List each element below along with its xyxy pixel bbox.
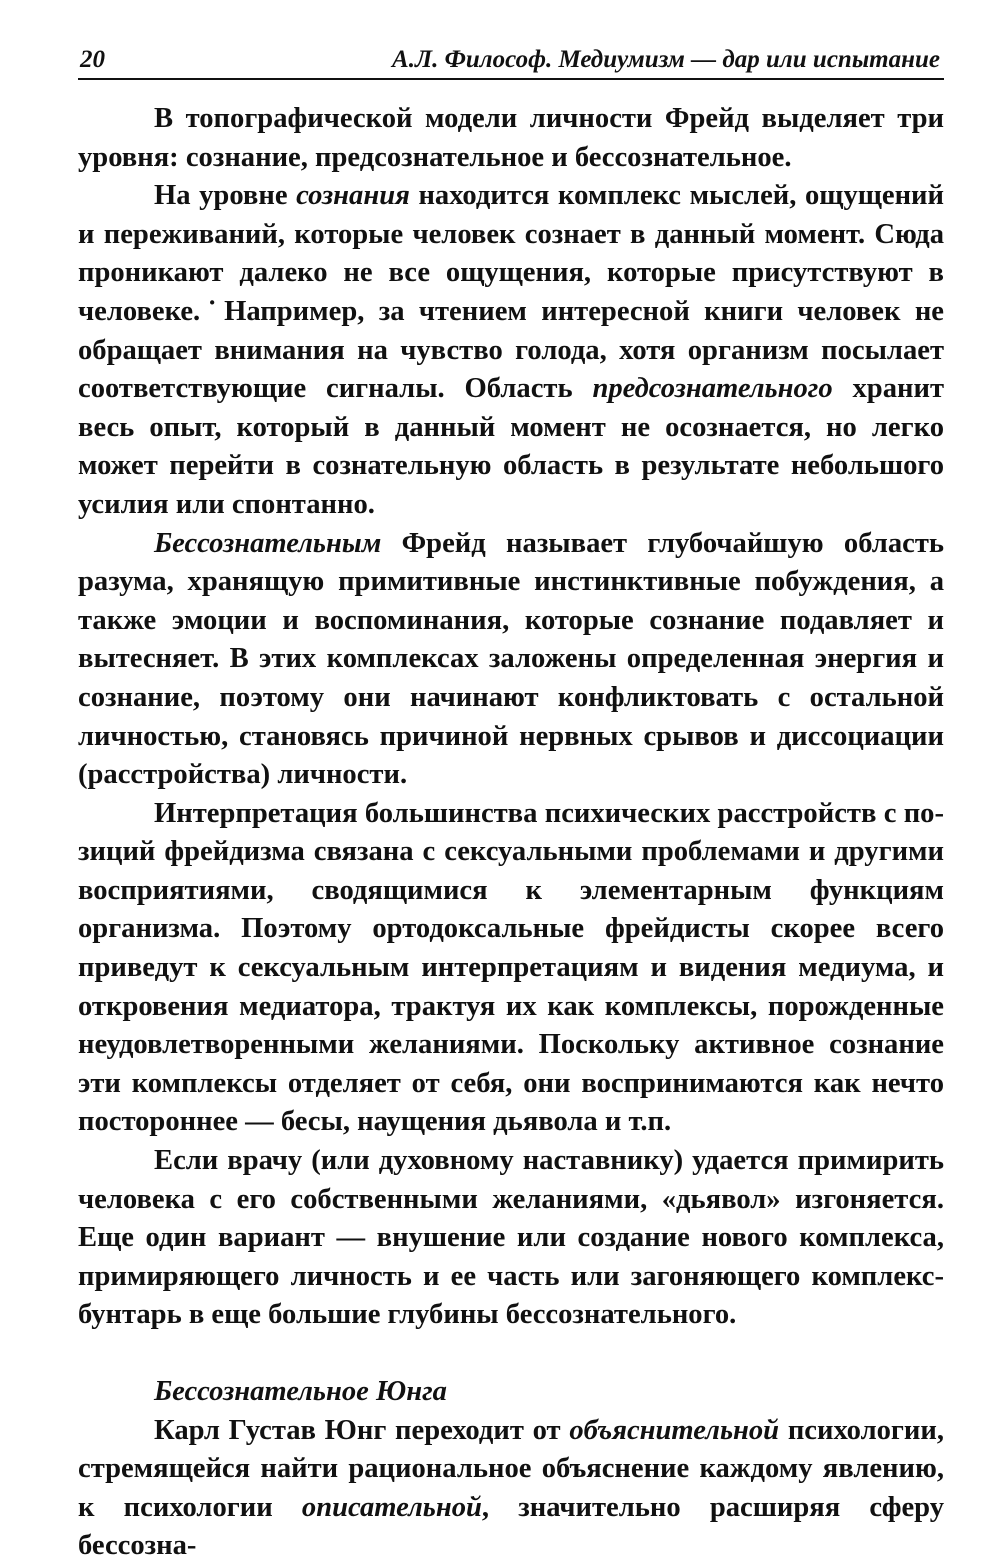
paragraph-1 — [78, 100, 944, 177]
paragraph-6 — [78, 1412, 944, 1566]
term-preconscious: предсознательного — [592, 373, 833, 405]
term-unconscious: Бессознательным — [154, 527, 382, 559]
page-header — [78, 44, 944, 80]
paragraph-6-part-a: Карл Густав Юнг переходит от — [154, 1414, 570, 1446]
paragraph-6-part-e: , значительно расширяя сферу бессозна- — [78, 1491, 944, 1562]
paragraph-2-part-a: На уровне — [154, 180, 297, 212]
page-number: 20 — [80, 46, 105, 73]
paragraph-3-part-b: Фрейд называет глубочайшую область разума, хранящую примитивные инстинктивные побуждения, а также эмоции и воспоминания, которые сознание подавляет и вытесняет. В этих комплексах заложены определенная энергия и сознание, поэтому они начинают конфликтовать с остальной личностью, становясь причиной нервных срывов и диссоциации (расстройства) личности. — [78, 527, 944, 791]
paragraph-3 — [78, 525, 944, 795]
page-body — [78, 100, 944, 1566]
paragraph-2 — [78, 177, 944, 524]
term-explanatory: объяснительной — [569, 1414, 780, 1446]
paragraph-5-text: Если врачу (или духовному наставнику) удается примирить человека с его собственными желаниями, «дьявол» изгоняется. Еще один вариант — внушение или создание нового комплекса, примиряющего личность и ее часть или загоняющего комплекс-бунтарь в еще большие глубины бессознательного. — [78, 1145, 944, 1331]
paragraph-2-part-c: находится комплекс мыслей, ощущений и переживаний, которые человек сознает в данный момент. Сюда проникают далеко не все ощущения, которые присутствуют в человеке.˙Например, за чтением интересной книги человек не обращает внимания на чувство голода, хотя организм посылает соответствующие сигналы. Область — [78, 180, 944, 405]
paragraph-4-text: Интерпретация большинства психических расстройств с позиций фрейдизма связана с сексуальными проблемами и другими восприятиями, сводящимися к элементарным функциям организма. Поэтому ортодоксальные фрейдисты скорее всего приведут к сексуальным интерпретациям и видения медиума, и откровения медиатора, трактуя их как комплексы, порожденные неудовлетворенными желаниями. Поскольку активное сознание эти комплексы отделяет от себя, они воспринимаются как нечто постороннее — бесы, наущения дьявола и т.п. — [78, 797, 944, 1138]
subheading-text: Бессознательное Юнга — [154, 1376, 447, 1407]
book-page — [78, 0, 945, 1562]
running-title: А.Л. Философ. Медиумизм — дар или испытание — [392, 46, 940, 73]
section-subheading — [78, 1373, 944, 1412]
paragraph-1-text: В топографической модели личности Фрейд выделяет три уровня: сознание, предсознательное и бессознательное. — [78, 103, 944, 173]
paragraph-2-part-e: хранит весь опыт, который в данный момент не осознается, но легко может перейти в сознательную область в результате небольшого усилия или спонтанно. — [78, 373, 944, 520]
paragraph-6-part-c: психологии, стремящейся найти рациональное объяснение каждому явлению, к психологии — [78, 1414, 945, 1523]
paragraph-4 — [78, 795, 944, 1142]
term-consciousness: сознания — [296, 180, 410, 212]
paragraph-5 — [78, 1142, 944, 1335]
term-descriptive: описательной — [301, 1491, 482, 1523]
